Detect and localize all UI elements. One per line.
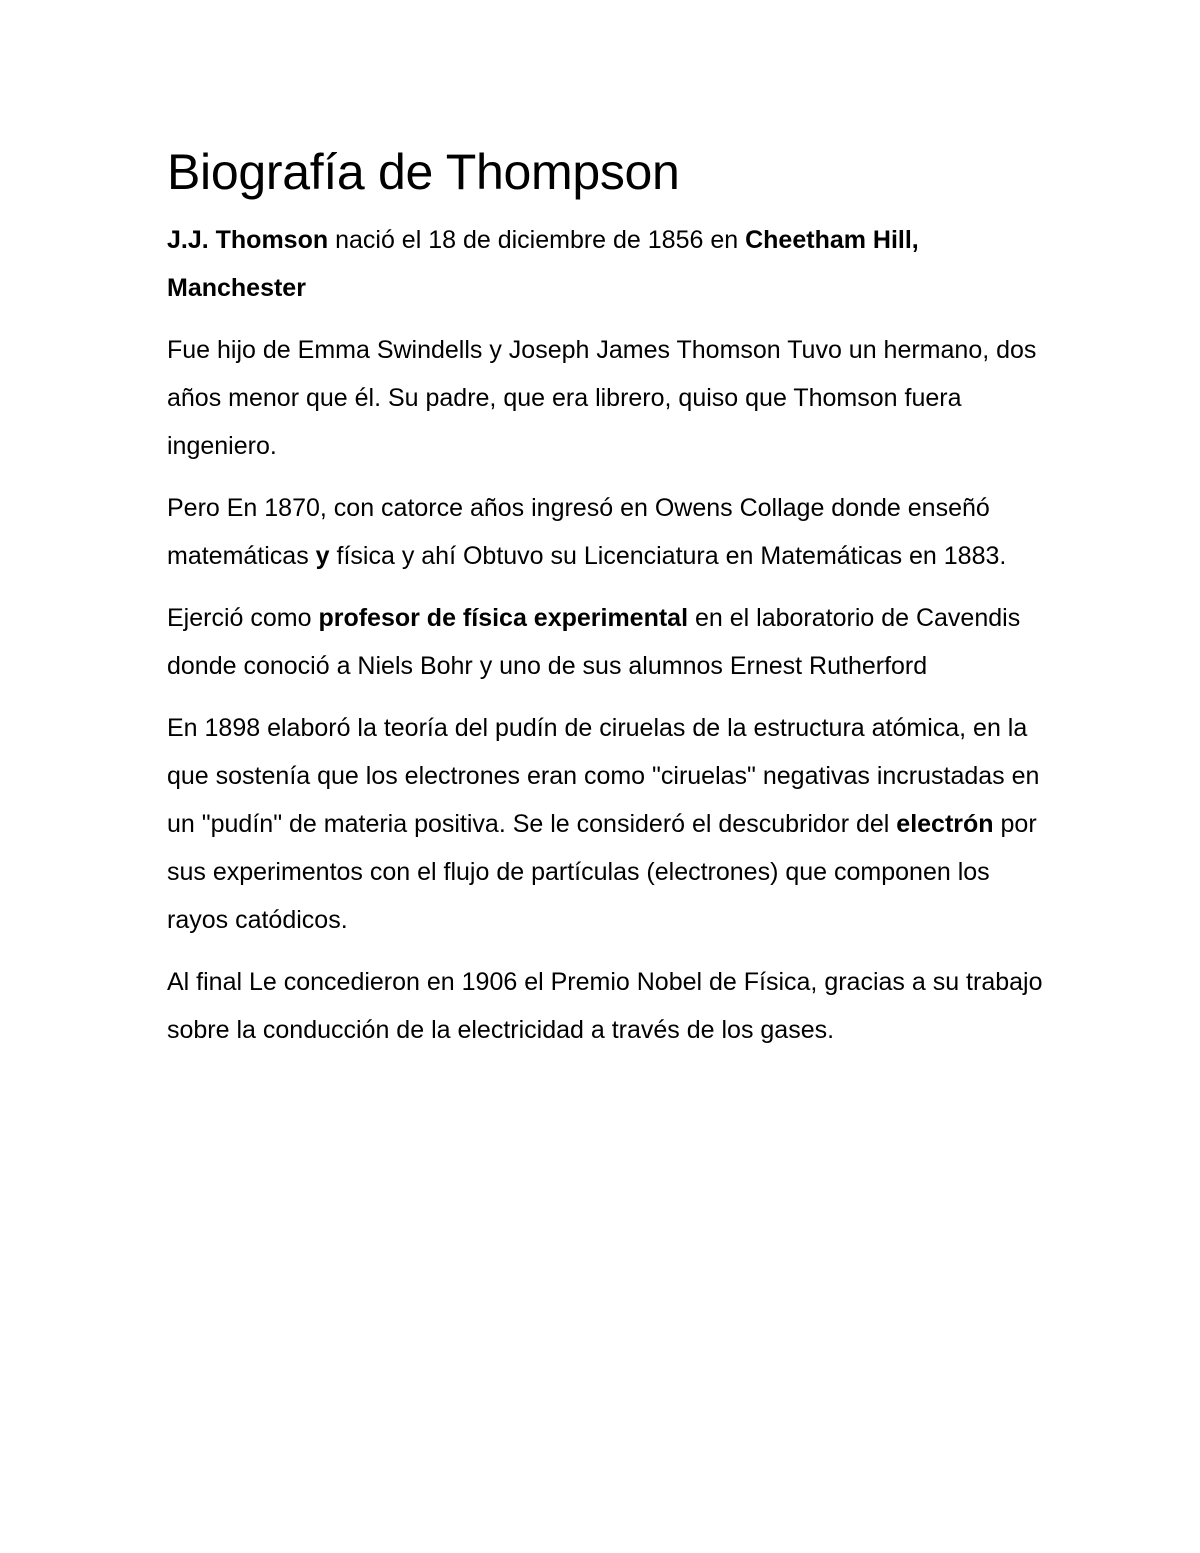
paragraph-text: en el laboratorio de Cavendis donde conoció a Niels Bohr y uno de sus alumnos Ernest Rutherford [167,604,1021,680]
bold-conjunction: y [315,542,330,570]
paragraph-professor [167,594,1047,690]
paragraph-birth [167,216,1047,312]
paragraph-text: física y ahí Obtuvo su Licenciatura en Matemáticas en 1883. [329,542,1007,570]
bold-role: profesor de física experimental [318,604,689,632]
bold-electron: electrón [896,810,994,838]
paragraph-text: Al final Le concedieron en 1906 el Premio Nobel de Física, gracias a su trabajo sobre la conducción de la electricidad a través de los gases. [167,968,1043,1044]
page-title: Biografía de Thompson [167,144,680,200]
paragraph-text: Fue hijo de Emma Swindells y Joseph James Thomson Tuvo un hermano, dos años menor que él. Su padre, que era librero, quiso que Thomson fuera ingeniero. [167,336,1037,460]
paragraph-text: Pero En 1870, con catorce años ingresó en Owens Collage donde enseñó matemáticas [167,494,990,570]
paragraph-text: En 1898 elaboró la teoría del pudín de ciruelas de la estructura atómica, en la que sostenía que los electrones eran como "ciruelas" negativas incrustadas en un "pudín" de materia positiva. Se le consideró el descubridor del [167,714,1040,838]
paragraph-text: Ejerció como [167,604,319,632]
bold-name: J.J. Thomson [167,226,329,254]
paragraph-nobel [167,958,1047,1054]
document-body [167,136,1047,1068]
paragraph-model [167,704,1047,944]
paragraph-text: nació el 18 de diciembre de 1856 en [328,226,746,254]
bold-place: Cheetham Hill, Manchester [167,226,919,302]
paragraph-family [167,326,1047,470]
paragraph-text: por sus experimentos con el flujo de partículas (electrones) que componen los rayos catódicos. [167,810,1037,934]
paragraph-education [167,484,1047,580]
